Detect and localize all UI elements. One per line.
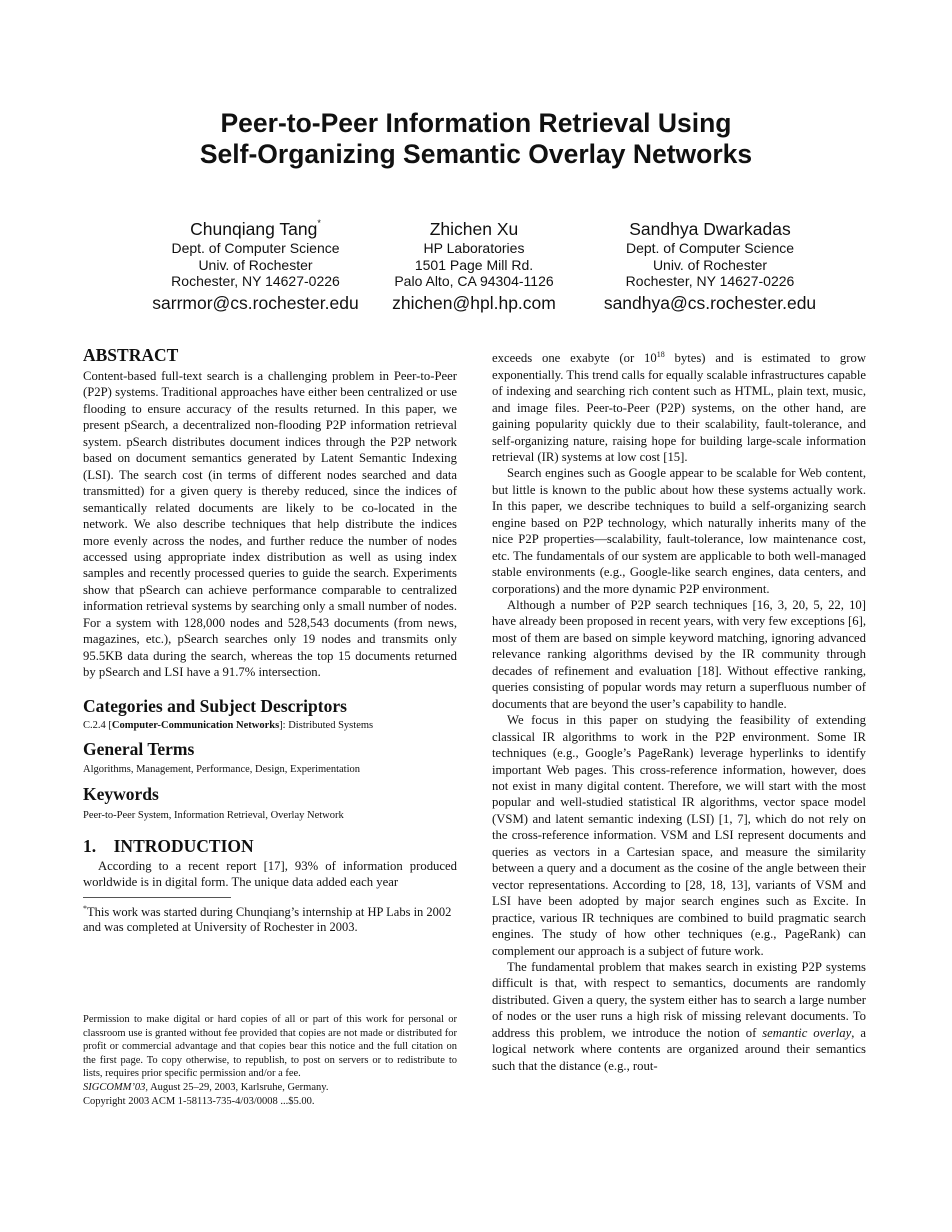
general-terms-text: Algorithms, Management, Performance, Design, Experimentation (83, 763, 361, 775)
intro-paragraph-3: Although a number of P2P search techniques [16, 3, 20, 5, 22, 10] have already been proposed in recent years, with very few exceptions [6], most of them are based on simple keyword matching, ignoring advanced relevance ranking algorithms devised by the IR community through decades of refinement and evaluation [18]. Without effective ranking, queries consisting of popular words may return a superfluous number of documents that are beyond the user’s capability to handle. (492, 598, 866, 711)
author-org: Univ. of Rochester (652, 256, 768, 273)
author-email: sandhya@cs.rochester.edu (603, 292, 817, 313)
keywords-heading: Keywords (83, 783, 159, 804)
keywords-text: Peer-to-Peer System, Information Retrieval, Overlay Network (83, 809, 344, 821)
category-name: Computer-Communication Networks (111, 719, 280, 731)
author-dept: Dept. of Computer Science (171, 240, 340, 256)
abstract-text: Content-based full-text search is a challenging problem in Peer-to-Peer (P2P) systems. Traditional approaches have either been centralized or use flooding to ensure accuracy of the results returned. In this paper, we present pSearch, a decentralized non-flooding P2P information retrieval system. pSearch distributes document indices through the P2P network based on document semantics generated by Latent Semantic Indexing (LSI). The search cost (in terms of different nodes searched and data transmitted) for a given query is thereby reduced, since the indices of semantically related documents are likely to be co-located in the network. We also describe techniques that help distribute the indices more evenly across the nodes, and further reduce the number of nodes accessed using appropriate index distribution as well as using index samples and recently processed queries to guide the search. Experiments show that pSearch can achieve performance comparable to centralized information retrieval systems by searching only a small number of nodes. For a system with 128,000 nodes and 528,543 documents (from news, magazines, etc.), pSearch searches only 19 nodes and transmits only 95.5KB data during the search, whereas the top 15 documents returned by pSearch and LSI have a 91.7% intersection. (83, 369, 457, 680)
abstract-heading: ABSTRACT (83, 345, 179, 365)
paper-title (0, 108, 952, 170)
author-3 (590, 219, 830, 314)
right-column (492, 347, 866, 1074)
author-address: Rochester, NY 14627-0226 (171, 273, 340, 289)
left-column (83, 345, 457, 935)
venue-line (83, 1081, 457, 1095)
text-span: bytes) and is estimated to grow exponentially. This trend calls for equally scalable infrastructures capable of indexing and searching rich content such as HTML, plain text, music, and image files. Peer-to-Peer (P2P) systems, on the other hand, are gaining popularity quickly due to their scalability, fault-tolerance, and self-organizing nature, raising hope for building large-scale information retrieval (IR) systems at low cost [15]. (492, 351, 866, 464)
copyright-line: Copyright 2003 ACM 1-58113-735-4/03/0008 ...$5.00. (83, 1095, 315, 1107)
footnote-mark: * (83, 903, 87, 913)
intro-paragraph-4: We focus in this paper on studying the feasibility of extending classical IR algorithms to work in the P2P environment. Some IR techniques (e.g., Google’s PageRank) leverage hyperlinks to identify important Web pages. This cross-reference information, however, does not exist in many digital content. Therefore, we will start with the most popular and well-studied statistical IR algorithms, vector space model (VSM) and latent semantic indexing (LSI) [1, 7], which do not rely on the cross-reference information. VSM and LSI represent documents and queries as vectors in a Cartesian space, and measure the similarity between a query and a document as the cosine of the angle between their vector representations. According to [28, 18, 13], variants of VSM and LSI have been adopted by major search engines such as Excite. In practice, various IR techniques are combined to build pragmatic search engines. The study of how other techniques (e.g., PageRank) can complement our approach is a subject of future work. (492, 713, 866, 958)
text-span: The fundamental problem that makes search in existing P2P systems difficult is that, with respect to semantics, documents are randomly distributed. Given a query, the system either has to search a large number of nodes or the user runs a high risk of missing relevant documents. To address this problem, we introduce the notion of (492, 960, 866, 1040)
footnote (83, 901, 457, 935)
author-org: 1501 Page Mill Rd. (414, 256, 534, 273)
author-2 (368, 219, 580, 314)
categories-heading: Categories and Subject Descriptors (83, 695, 347, 716)
footnote-mark: * (317, 218, 321, 228)
title-line-1: Peer-to-Peer Information Retrieval Using (220, 108, 732, 138)
author-email: zhichen@hpl.hp.com (392, 292, 556, 313)
author-dept: HP Laboratories (423, 240, 525, 256)
author-email: sarrmor@cs.rochester.edu (152, 292, 359, 313)
intro-paragraph-1-cont (492, 347, 866, 465)
permission-block (83, 1013, 457, 1108)
title-line-2: Self-Organizing Semantic Overlay Networks (199, 139, 753, 169)
footnote-rule (83, 897, 231, 898)
exponent: 18 (656, 350, 665, 359)
author-address: Palo Alto, CA 94304-1126 (394, 273, 554, 289)
categories-text (83, 719, 457, 732)
intro-paragraph-5 (492, 959, 866, 1074)
permission-text: Permission to make digital or hard copies of all or part of this work for personal or classroom use is granted without fee provided that copies are not made or distributed for profit or commercial advantage and that copies bear this notice and the full citation on the first page. To copy otherwise, to republish, to post on servers or to redistribute to lists, requires prior specific permission and/or a fee. (83, 1014, 457, 1080)
author-name: Sandhya Dwarkadas (629, 219, 791, 239)
general-terms-heading: General Terms (83, 738, 195, 759)
author-dept: Dept. of Computer Science (625, 240, 795, 256)
intro-paragraph-1: According to a recent report [17], 93% of information produced worldwide is in digital form. The unique data added each year (83, 858, 457, 890)
text-span: exceeds one exabyte (or 10 (492, 351, 657, 366)
emphasis-term: semantic overlay (762, 1025, 852, 1040)
venue-details: August 25–29, 2003, Karlsruhe, Germany. (148, 1081, 329, 1093)
introduction-heading: 1. INTRODUCTION (83, 835, 254, 856)
author-org: Univ. of Rochester (198, 256, 313, 273)
venue-name: SIGCOMM’03, (83, 1081, 149, 1093)
author-address: Rochester, NY 14627-0226 (625, 273, 795, 289)
author-name: Chunqiang Tang (190, 219, 318, 239)
text-span: , a logical network where contents are organized around their semantics such that the distance (e.g., rout- (492, 1025, 866, 1073)
author-1 (138, 219, 373, 314)
category-rest: ]: Distributed Systems (279, 719, 374, 731)
category-code: C.2.4 [ (83, 719, 112, 731)
author-name: Zhichen Xu (429, 219, 519, 239)
intro-paragraph-2: Search engines such as Google appear to be scalable for Web content, but little is known to the public about how these systems actually work. In this paper, we describe techniques to build a self-organizing search engine based on P2P technology, which naturally inherits many of the nice P2P properties—scalability, fault-tolerance, low maintenance cost, etc. The fundamentals of our system are applicable to both well-managed stable environments (e.g., Google-like search engines, data centers, and corporations) and the more dynamic P2P environment. (492, 466, 866, 596)
footnote-text: This work was started during Chunqiang’s internship at HP Labs in 2002 and was completed at University of Rochester in 2003. (83, 904, 452, 934)
